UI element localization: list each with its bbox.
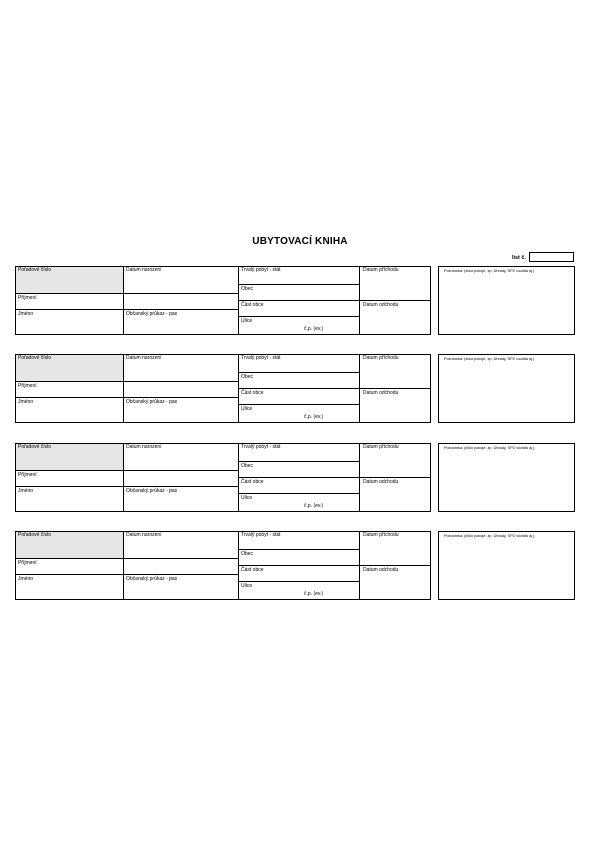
note-box[interactable] [438, 531, 575, 600]
street-label: Ulice [241, 318, 253, 324]
note-label: Poznámka: (číslo pokoje, zp. Úhrady, SPZ vozidla aj.) [444, 534, 535, 538]
arrival-date-label: Datum příchodu [363, 355, 399, 361]
order-number-label: Pořadové číslo [18, 444, 52, 450]
divider [238, 493, 359, 494]
residence-state-label: Trvalý pobyt - stát [241, 532, 281, 538]
first-name-label: Jméno [18, 488, 34, 494]
divider [15, 558, 238, 559]
sheet-number-label: list č. [511, 255, 526, 261]
guest-record [0, 531, 600, 601]
divider [15, 470, 238, 471]
divider [15, 397, 238, 398]
residence-state-label: Trvalý pobyt - stát [241, 267, 281, 273]
municipality-part-label: Část obce [241, 302, 264, 308]
divider [238, 316, 359, 317]
first-name-label: Jméno [18, 311, 34, 317]
note-label: Poznámka: (číslo pokoje, zp. Úhrady, SPZ vozidla aj.) [444, 357, 535, 361]
divider [238, 461, 359, 462]
guest-record [0, 266, 600, 336]
divider [15, 293, 238, 294]
departure-date-label: Datum odchodu [363, 567, 399, 573]
divider [238, 565, 431, 566]
divider [15, 381, 238, 382]
divider [238, 388, 431, 389]
divider [238, 549, 359, 550]
divider [123, 443, 124, 512]
divider [123, 354, 124, 423]
residence-state-label: Trvalý pobyt - stát [241, 355, 281, 361]
sheet-number-field[interactable] [529, 252, 574, 262]
birth-date-label: Datum narození [126, 267, 162, 273]
guest-record [0, 354, 600, 424]
order-number-label: Pořadové číslo [18, 355, 52, 361]
street-label: Ulice [241, 495, 253, 501]
birth-date-label: Datum narození [126, 532, 162, 538]
divider [123, 531, 124, 600]
municipality-part-label: Část obce [241, 479, 264, 485]
note-label: Poznámka: (číslo pokoje, zp. Úhrady, SPZ vozidla aj.) [444, 446, 535, 450]
departure-date-label: Datum odchodu [363, 302, 399, 308]
note-box[interactable] [438, 443, 575, 512]
municipality-label: Obec [241, 463, 253, 469]
surname-label: Příjmení [18, 383, 37, 389]
house-number-label: č.p. (ev.) [304, 326, 324, 332]
surname-label: Příjmení [18, 295, 37, 301]
divider [15, 309, 238, 310]
municipality-label: Obec [241, 286, 253, 292]
house-number-label: č.p. (ev.) [304, 503, 324, 509]
note-label: Poznámka: (číslo pokoje, zp. Úhrady, SPZ vozidla aj.) [444, 269, 535, 273]
id-card-label: Občanský průkaz - pas [126, 576, 178, 582]
municipality-part-label: Část obce [241, 390, 264, 396]
divider [238, 581, 359, 582]
surname-label: Příjmení [18, 472, 37, 478]
arrival-date-label: Datum příchodu [363, 444, 399, 450]
divider [238, 477, 431, 478]
house-number-label: č.p. (ev.) [304, 591, 324, 597]
divider [238, 284, 359, 285]
order-number-label: Pořadové číslo [18, 532, 52, 538]
municipality-label: Obec [241, 551, 253, 557]
arrival-date-label: Datum příchodu [363, 267, 399, 273]
departure-date-label: Datum odchodu [363, 390, 399, 396]
divider [15, 486, 238, 487]
id-card-label: Občanský průkaz - pas [126, 488, 178, 494]
birth-date-label: Datum narození [126, 444, 162, 450]
divider [15, 574, 238, 575]
municipality-label: Obec [241, 374, 253, 380]
surname-label: Příjmení [18, 560, 37, 566]
first-name-label: Jméno [18, 576, 34, 582]
divider [238, 300, 431, 301]
note-box[interactable] [438, 266, 575, 335]
note-box[interactable] [438, 354, 575, 423]
street-label: Ulice [241, 583, 253, 589]
residence-state-label: Trvalý pobyt - stát [241, 444, 281, 450]
divider [238, 404, 359, 405]
municipality-part-label: Část obce [241, 567, 264, 573]
house-number-label: č.p. (ev.) [304, 414, 324, 420]
id-card-label: Občanský průkaz - pas [126, 399, 178, 405]
page-title: UBYTOVACÍ KNIHA [252, 236, 348, 247]
guest-record [0, 443, 600, 513]
order-number-label: Pořadové číslo [18, 267, 52, 273]
street-label: Ulice [241, 406, 253, 412]
birth-date-label: Datum narození [126, 355, 162, 361]
departure-date-label: Datum odchodu [363, 479, 399, 485]
arrival-date-label: Datum příchodu [363, 532, 399, 538]
divider [238, 372, 359, 373]
id-card-label: Občanský průkaz - pas [126, 311, 178, 317]
first-name-label: Jméno [18, 399, 34, 405]
divider [123, 266, 124, 335]
